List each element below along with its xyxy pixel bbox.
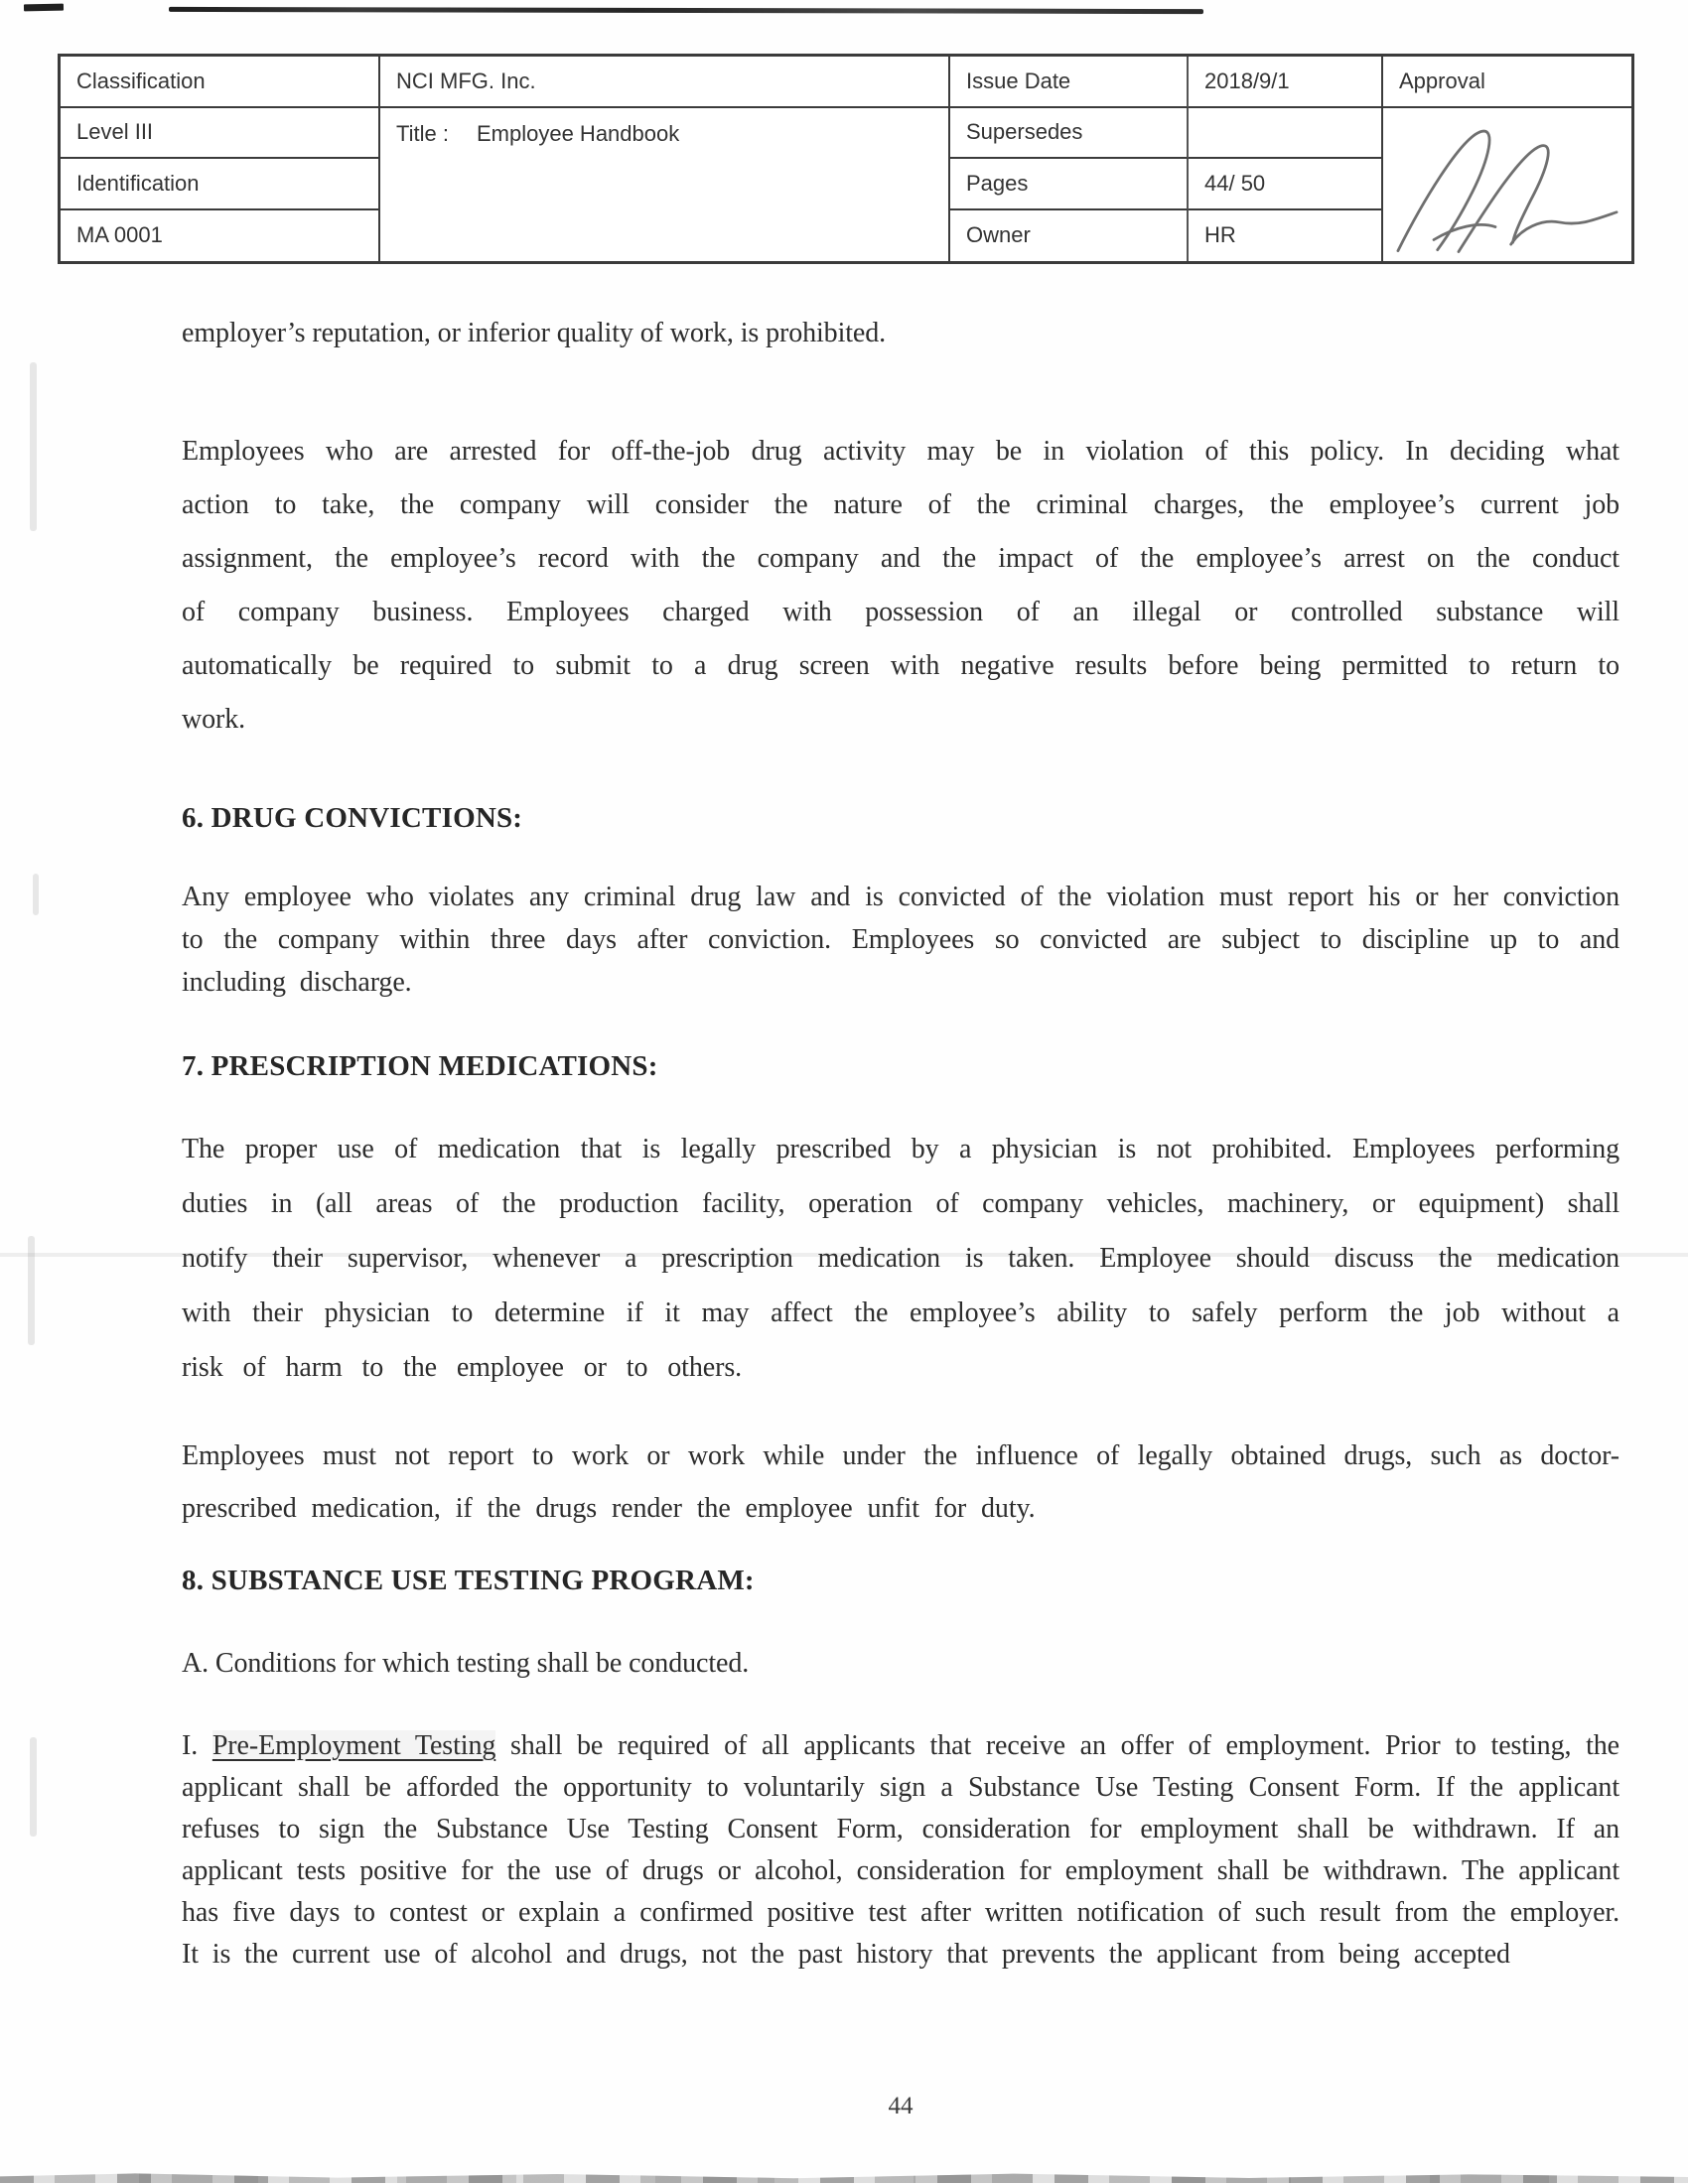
pages-value: 44/ 50 — [1204, 170, 1266, 196]
cell-supersedes-label — [950, 108, 1189, 160]
scan-artifact-top-line — [169, 7, 1203, 14]
line-conditions-for-testing: A. Conditions for which testing shall be conducted. — [182, 1648, 750, 1679]
title-label: Title : — [396, 120, 449, 146]
paragraph-intro-carryover: employer’s reputation, or inferior quality of work, is prohibited. — [182, 318, 887, 348]
cell-pages-label — [950, 159, 1189, 210]
scan-artifact-bottom-band — [0, 2171, 1688, 2183]
supersedes-label: Supersedes — [966, 119, 1083, 145]
scan-artifact-smudge — [33, 874, 39, 915]
classification-label: Classification — [76, 68, 206, 93]
identification-label: Identification — [76, 170, 200, 196]
scan-artifact-smudge — [30, 362, 37, 531]
owner-value: HR — [1204, 222, 1236, 248]
cell-classification-label — [61, 57, 380, 108]
pre-employment-rest: shall be required of all applicants that receive an offer of employment. Prior to testing, the applicant shall be afforded the opportunity to voluntarily sign a Substance Use Testing Consent Form. If the applicant refuses to sign the Substance Use Testing Consent Form, consideration for employment shall be withdrawn. If an applicant tests positive for the use of drugs or alcohol, consideration for employment shall be withdrawn. The applicant has five days to contest or explain a confirmed positive test after written notification of such result from the employer. It is the current use of alcohol and drugs, not the past history that prevents the applicant from being accepted — [182, 1730, 1619, 1970]
heading-prescription-medications: 7. PRESCRIPTION MEDICATIONS: — [182, 1050, 658, 1082]
scan-artifact-smudge — [30, 1737, 37, 1837]
company-name: NCI MFG. Inc. — [396, 68, 536, 93]
cell-company-name — [380, 57, 950, 108]
paragraph-arrest-policy: Employees who are arrested for off-the-job drug activity may be in violation of this policy. In deciding what action to take, the company will consider the nature of the criminal charges, the employee’s current job assignment, the employee’s record with the company and the impact of the employee’s arrest on the conduct of company business. Employees charged with possession of an illegal or controlled substance will automatically be required to submit to a drug screen with negative results before being permitted to return to work. — [182, 436, 1619, 735]
cell-identification-label — [61, 159, 380, 210]
paragraph-prescription-medications: The proper use of medication that is legally prescribed by a physician is not prohibited. Employees performing duties in (all areas of the production facility, operation of company vehicles, machinery, or equipment) shall notify their supervisor, whenever a prescription medication is taken. Employee should discuss the medication with their physician to determine if it may affect the employee’s ability to safely perform the job without a risk of harm to the employee or to others. — [182, 1134, 1619, 1383]
paragraph-drug-convictions: Any employee who violates any criminal drug law and is convicted of the violation must report his or her conviction to the company within three days after conviction. Employees so convicted are subject to discipline up to and including discharge. — [182, 882, 1619, 998]
classification-level-value: Level III — [76, 119, 154, 145]
owner-label: Owner — [966, 222, 1031, 248]
title-value: Employee Handbook — [476, 120, 680, 146]
cell-pages-value — [1189, 159, 1383, 210]
pre-employment-underlined-phrase: Pre-Employment Testing — [211, 1730, 496, 1761]
scan-artifact-top-dash — [24, 4, 64, 12]
scan-artifact-smudge — [28, 1236, 35, 1345]
cell-supersedes-value — [1189, 108, 1383, 160]
heading-substance-use-testing: 8. SUBSTANCE USE TESTING PROGRAM: — [182, 1565, 755, 1596]
pages-label: Pages — [966, 170, 1029, 196]
pre-employment-prefix: I. — [182, 1730, 212, 1761]
page-number: 44 — [888, 2093, 914, 2119]
document-header-table — [58, 54, 1634, 264]
paragraph-pre-employment-testing — [182, 1725, 1619, 1976]
cell-level — [61, 108, 380, 160]
cell-issue-date-label — [950, 57, 1189, 108]
cell-document-title — [380, 108, 950, 262]
issue-date-value: 2018/9/1 — [1204, 68, 1290, 93]
cell-issue-date-value — [1189, 57, 1383, 108]
issue-date-label: Issue Date — [966, 68, 1071, 93]
cell-approval-label — [1383, 57, 1631, 108]
identification-value: MA 0001 — [76, 222, 163, 248]
handwritten-signature-icon — [1383, 111, 1631, 258]
cell-owner-label — [950, 210, 1189, 262]
approval-label: Approval — [1399, 68, 1485, 93]
cell-approval-signature — [1383, 108, 1631, 262]
heading-drug-convictions: 6. DRUG CONVICTIONS: — [182, 802, 523, 834]
cell-identification-value — [61, 210, 380, 262]
paragraph-influence-of-drugs: Employees must not report to work or work while under the influence of legally obtained drugs, such as doctor-prescribed medication, if the drugs render the employee unfit for duty. — [182, 1440, 1619, 1524]
cell-owner-value — [1189, 210, 1383, 262]
